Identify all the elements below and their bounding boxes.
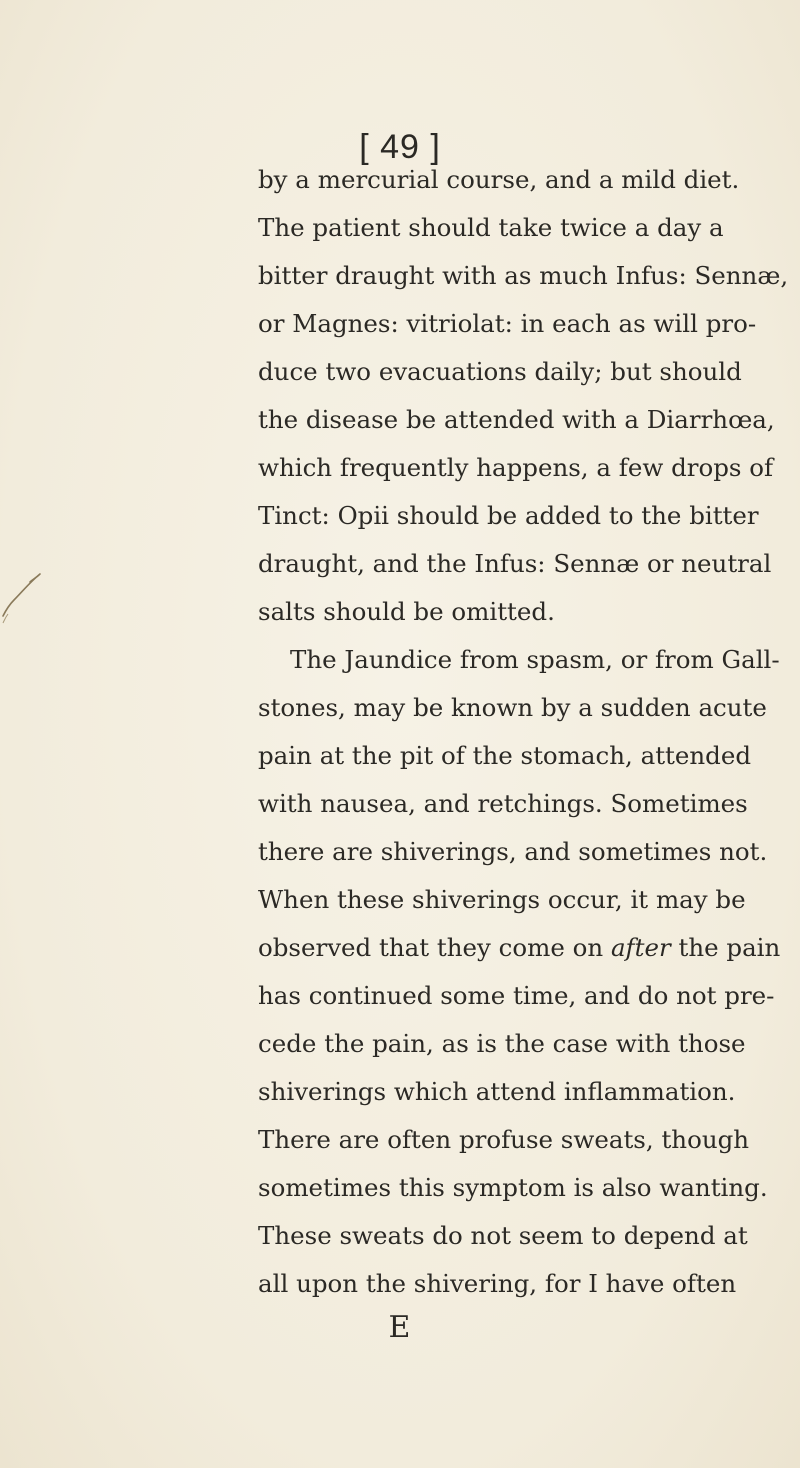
text-line-23: These sweats do not seem to depend at xyxy=(258,1221,748,1250)
page-number-header: [ 49 ] xyxy=(359,128,441,166)
margin-pencil-mark xyxy=(0,570,44,624)
text-line-22: sometimes this symptom is also wanting. xyxy=(258,1173,768,1202)
text-line-19: cede the pain, as is the case with those xyxy=(258,1029,746,1058)
text-line-15: there are shiverings, and sometimes not. xyxy=(258,837,768,866)
text-line-17-start: observed that they come on xyxy=(258,933,611,962)
italic-after: after xyxy=(610,933,671,962)
text-line-17-end: the pain xyxy=(670,933,781,962)
text-line-18: has continued some time, and do not pre- xyxy=(258,981,775,1010)
text-line-24: all upon the shivering, for I have often xyxy=(258,1269,737,1298)
text-line-21: There are often profuse sweats, though xyxy=(258,1125,750,1154)
text-line-4: or Magnes: vitriolat: in each as will pro- xyxy=(258,309,757,338)
text-line-5: duce two evacuations daily; but should xyxy=(258,357,742,386)
text-line-1: by a mercurial course, and a mild diet. xyxy=(258,165,740,194)
text-line-12: stones, may be known by a sudden acute xyxy=(258,693,767,722)
text-line-8: Tinct: Opii should be added to the bitter xyxy=(258,501,759,530)
signature-mark: E xyxy=(388,1310,412,1345)
text-line-16: When these shiverings occur, it may be xyxy=(258,885,746,914)
text-line-2: The patient should take twice a day a xyxy=(258,213,724,242)
text-line-14: with nausea, and retchings. Sometimes xyxy=(258,789,748,818)
text-line-11: The Jaundice from spasm, or from Gall- xyxy=(290,645,780,674)
text-line-7: which frequently happens, a few drops of xyxy=(258,453,774,482)
text-line-6: the disease be attended with a Diarrhœa, xyxy=(258,405,775,434)
text-line-3: bitter draught with as much Infus: Sennæ, xyxy=(258,261,789,290)
text-line-17 xyxy=(258,924,781,972)
text-line-10: salts should be omitted. xyxy=(258,597,555,626)
text-line-20: shiverings which attend inflammation. xyxy=(258,1077,736,1106)
text-line-9: draught, and the Infus: Sennæ or neutral xyxy=(258,549,772,578)
text-line-13: pain at the pit of the stomach, attended xyxy=(258,741,752,770)
